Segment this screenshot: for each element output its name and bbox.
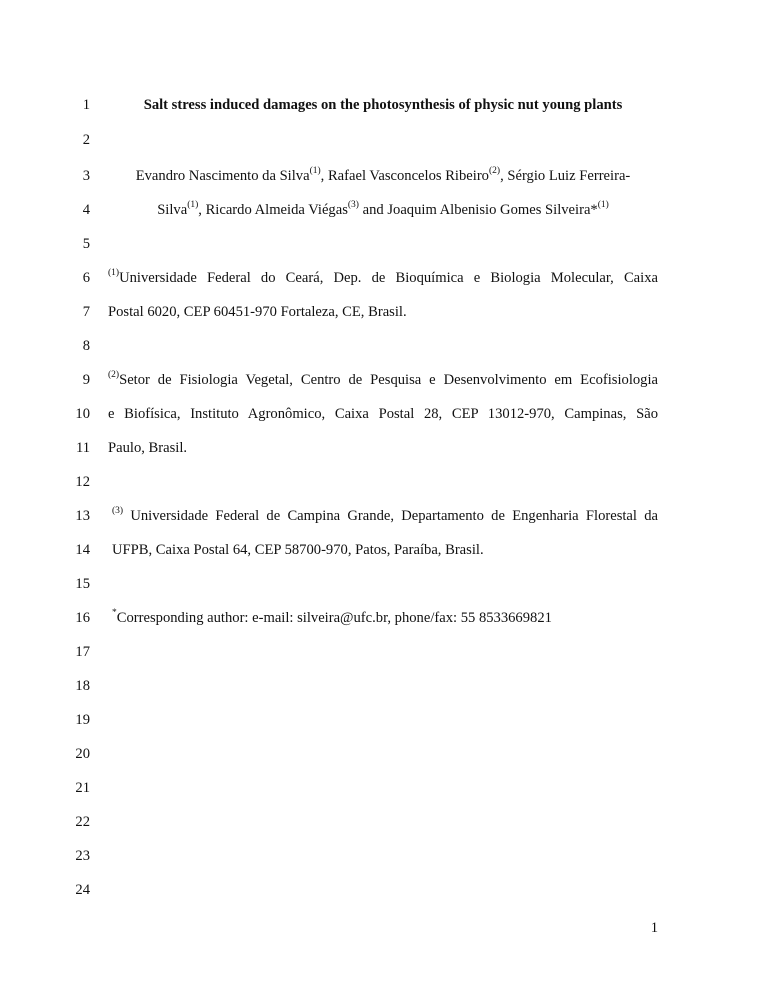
asterisk-marker: *	[112, 608, 117, 619]
line-24	[0, 880, 768, 900]
line-number: 6	[82, 270, 90, 286]
line-number: 10	[75, 406, 90, 422]
affiliation-marker: (1)	[597, 200, 609, 211]
line-11	[0, 438, 768, 458]
line-22	[0, 812, 768, 832]
line-9	[0, 370, 768, 390]
page-number: 1	[650, 920, 658, 936]
line-2	[0, 130, 768, 150]
affiliation-marker: (2)	[488, 166, 501, 177]
line-19	[0, 710, 768, 730]
line-number: 12	[75, 474, 90, 490]
line-number: 18	[75, 678, 90, 694]
line-number: 1	[82, 97, 90, 113]
line-number: 15	[75, 576, 90, 592]
author-name: Silva	[157, 202, 188, 218]
line-15	[0, 574, 768, 594]
corresponding-author: *Corresponding author: e-mail: silveira@ufc.br, phone/fax: 55 8533669821	[112, 608, 552, 626]
line-14	[0, 540, 768, 560]
line-13	[0, 506, 768, 526]
affiliation-3-line-2: UFPB, Caixa Postal 64, CEP 58700-970, Patos, Paraíba, Brasil.	[112, 542, 484, 558]
line-7	[0, 302, 768, 322]
affiliation-2-line-1: $^{(2)}$Setor de Fisiologia Vegetal, Centro de Pesquisa e Desenvolvimento em Ecofisiologia	[108, 370, 658, 388]
line-18	[0, 676, 768, 696]
affiliation-2-line-2: e Biofísica, Instituto Agronômico, Caixa Postal 28, CEP 13012-970, Campinas, São	[108, 406, 658, 422]
line-1	[0, 95, 768, 115]
line-number: 19	[75, 712, 90, 728]
affiliation-3-line-1: $^{(3)}$ Universidade Federal de Campina Grande, Departamento de Engenharia Florestal da	[112, 506, 658, 524]
affiliation-marker: (3)	[112, 506, 124, 517]
line-number: 5	[82, 236, 90, 252]
line-number: 13	[75, 508, 90, 524]
line-17	[0, 642, 768, 662]
line-number: 20	[75, 746, 90, 762]
author-name: , Ricardo Almeida Viégas	[198, 202, 348, 218]
authors-line-2	[108, 200, 658, 220]
line-number: 2	[82, 132, 90, 148]
line-number: 7	[82, 304, 90, 320]
affiliation-marker: (2)	[108, 370, 120, 381]
affiliation-marker: (1)	[309, 166, 321, 177]
author-name: Evandro Nascimento da Silva	[135, 168, 310, 184]
line-21	[0, 778, 768, 798]
line-number: 9	[82, 372, 90, 388]
line-6	[0, 268, 768, 288]
line-number: 24	[75, 882, 90, 898]
author-name: and Joaquim Albenisio Gomes Silveira*	[358, 202, 598, 218]
line-number: 22	[75, 814, 90, 830]
line-4	[0, 200, 768, 220]
author-name: , Rafael Vasconcelos Ribeiro	[320, 168, 489, 184]
line-number: 21	[75, 780, 90, 796]
line-number: 11	[75, 440, 90, 456]
affiliation-marker: (3)	[347, 200, 359, 211]
line-12	[0, 472, 768, 492]
line-16	[0, 608, 768, 628]
line-20	[0, 744, 768, 764]
line-10	[0, 404, 768, 424]
affiliation-marker: (1)	[187, 200, 199, 211]
affiliation-marker: (1)	[108, 268, 120, 279]
line-number: 23	[75, 848, 90, 864]
authors-line-1	[108, 166, 658, 186]
line-3	[0, 166, 768, 186]
line-number: 16	[75, 610, 90, 626]
line-number: 8	[82, 338, 90, 354]
affiliation-1-line-1: $^{(1)}$Universidade Federal do Ceará, Dep. de Bioquímica e Biologia Molecular, Caixa	[108, 268, 658, 286]
affiliation-1-line-2: Postal 6020, CEP 60451-970 Fortaleza, CE, Brasil.	[108, 304, 407, 320]
affiliation-2-line-3: Paulo, Brasil.	[108, 440, 188, 456]
line-5	[0, 234, 768, 254]
paper-title: Salt stress induced damages on the photosynthesis of physic nut young plants	[143, 97, 623, 113]
line-number: 4	[82, 202, 90, 218]
author-name: , Sérgio Luiz Ferreira-	[500, 168, 631, 184]
line-number: 14	[75, 542, 90, 558]
line-8	[0, 336, 768, 356]
line-23	[0, 846, 768, 866]
line-number: 17	[75, 644, 90, 660]
line-number: 3	[82, 168, 90, 184]
